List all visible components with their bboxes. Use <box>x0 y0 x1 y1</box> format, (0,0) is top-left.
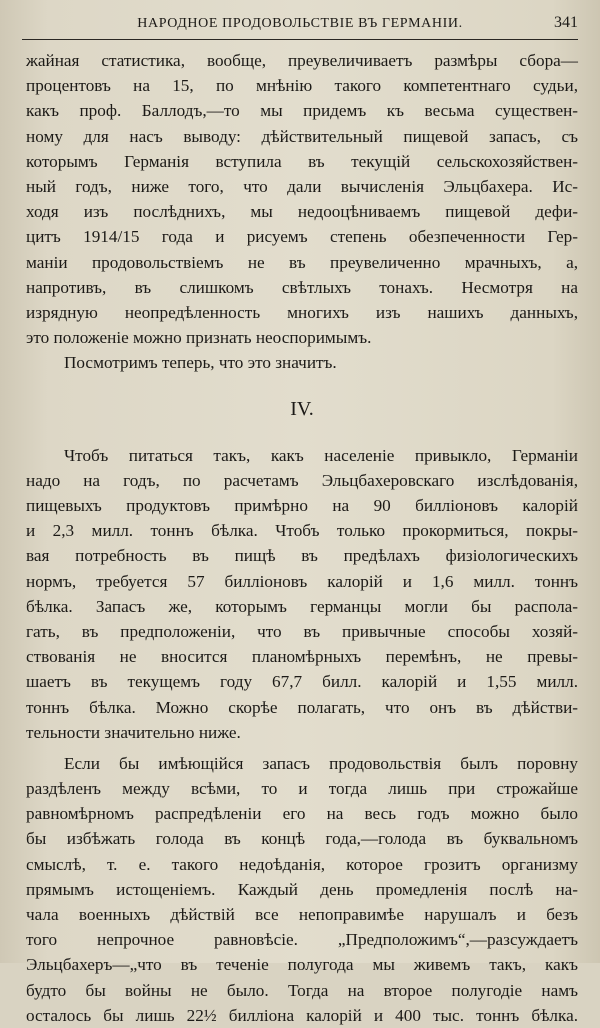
text-line: гать, въ предположеніи, что въ привычные способы хозяй- <box>26 621 578 641</box>
text-line: равномѣрномъ распредѣленіи его на весь годъ можно было <box>26 804 578 824</box>
paragraph-1 <box>26 48 578 350</box>
text-line: надо на годъ, по расчетамъ Эльцбахеровскаго изслѣдованія, <box>26 470 578 490</box>
text-line: ному для насъ выводу: дѣйствительный пищевой запасъ, съ <box>26 126 578 146</box>
text-line: шаетъ въ текущемъ году 67,7 билл. калорій и 1,55 милл. <box>26 672 578 692</box>
paragraph-4 <box>26 751 578 1028</box>
body-text <box>26 48 578 1028</box>
text-line: маніи продовольствіемъ не въ преувеличенно мрачныхъ, а, <box>26 252 578 272</box>
text-line: вая потребность въ пищѣ въ предѣлахъ физіологическихъ <box>26 546 578 566</box>
text-line: ный годъ, ниже того, что дали вычисленія Эльцбахера. Ис- <box>26 176 578 196</box>
text-line: того непрочное равновѣсіе. „Предположимъ“,—разсуждаетъ <box>26 930 578 950</box>
text-line: Чтобъ питаться такъ, какъ населеніе привыкло, Германіи <box>64 445 578 465</box>
text-line: ходя изъ послѣднихъ, мы недооцѣниваемъ пищевой дефи- <box>26 202 578 222</box>
running-head-title: НАРОДНОЕ ПРОДОВОЛЬСТВІЕ ВЪ ГЕРМАНІИ. <box>137 16 463 31</box>
running-head <box>22 14 578 38</box>
header-rule <box>22 39 578 40</box>
paragraph-2 <box>26 350 578 375</box>
text-line: прямымъ истощеніемъ. Каждый день промедленія послѣ на- <box>26 879 578 899</box>
text-line: осталось бы лишь 22½ билліона калорій и 400 тыс. тоннъ бѣлка. <box>26 1005 578 1025</box>
text-line: нормъ, требуется 57 билліоновъ калорій и 1,6 милл. тоннъ <box>26 571 578 591</box>
text-line: тоннъ бѣлка. Можно скорѣе полагать, что онъ въ дѣйстви- <box>26 697 578 717</box>
text-line: тельности значительно ниже. <box>26 722 241 742</box>
text-line: Посмотримъ теперь, что это значитъ. <box>64 353 337 373</box>
text-line: изрядную неопредѣленность многихъ изъ нашихъ данныхъ, <box>26 302 578 322</box>
page-number: 341 <box>554 14 578 31</box>
text-line: процентовъ на 15, по мнѣнію такого компетентнаго судьи, <box>26 76 578 96</box>
text-line: Если бы имѣющійся запасъ продовольствія былъ поровну <box>64 753 578 773</box>
paragraph-3 <box>26 443 578 745</box>
text-line: пищевыхъ продуктовъ примѣрно на 90 билліоновъ калорій <box>26 496 578 515</box>
text-line: какъ проф. Баллодъ,—то мы придемъ къ весьма существен- <box>26 101 578 121</box>
text-line: раздѣленъ между всѣми, то и тогда лишь при строжайше <box>26 779 578 799</box>
text-line: цитъ 1914/15 года и рисуемъ степень обезпеченности Гер- <box>26 227 578 247</box>
text-line: ствованія не вносится планомѣрныхъ перемѣнъ, не превы- <box>26 647 578 667</box>
text-line: и 2,3 милл. тоннъ бѣлка. Чтобъ только прокормиться, покры- <box>26 521 578 541</box>
text-line: чала военныхъ дѣйствій все непоправимѣе нарушалъ и безъ <box>26 905 578 924</box>
text-line: бѣлка. Запасъ же, которымъ германцы могли бы распола- <box>26 596 578 616</box>
text-line: будто бы войны не было. Тогда на второе полугодіе намъ <box>26 980 578 1000</box>
text-line: жайная статистика, вообще, преувеличиваетъ размѣры сбора— <box>26 51 578 70</box>
text-line: это положеніе можно признать неоспоримымъ. <box>26 328 372 348</box>
text-line: которымъ Германія вступила въ текущій сельскохозяйствен- <box>26 151 578 171</box>
section-heading: IV. <box>290 398 314 421</box>
text-line: Эльцбахеръ—„что въ теченіе полугода мы живемъ такъ, какъ <box>26 955 578 975</box>
text-line: напротивъ, въ слишкомъ свѣтлыхъ тонахъ. Несмотря на <box>26 277 578 297</box>
text-line: смыслѣ, т. е. такого недоѣданія, которое грозитъ организму <box>26 854 578 874</box>
text-line: бы избѣжать голода въ концѣ года,—голода въ буквальномъ <box>26 829 578 849</box>
